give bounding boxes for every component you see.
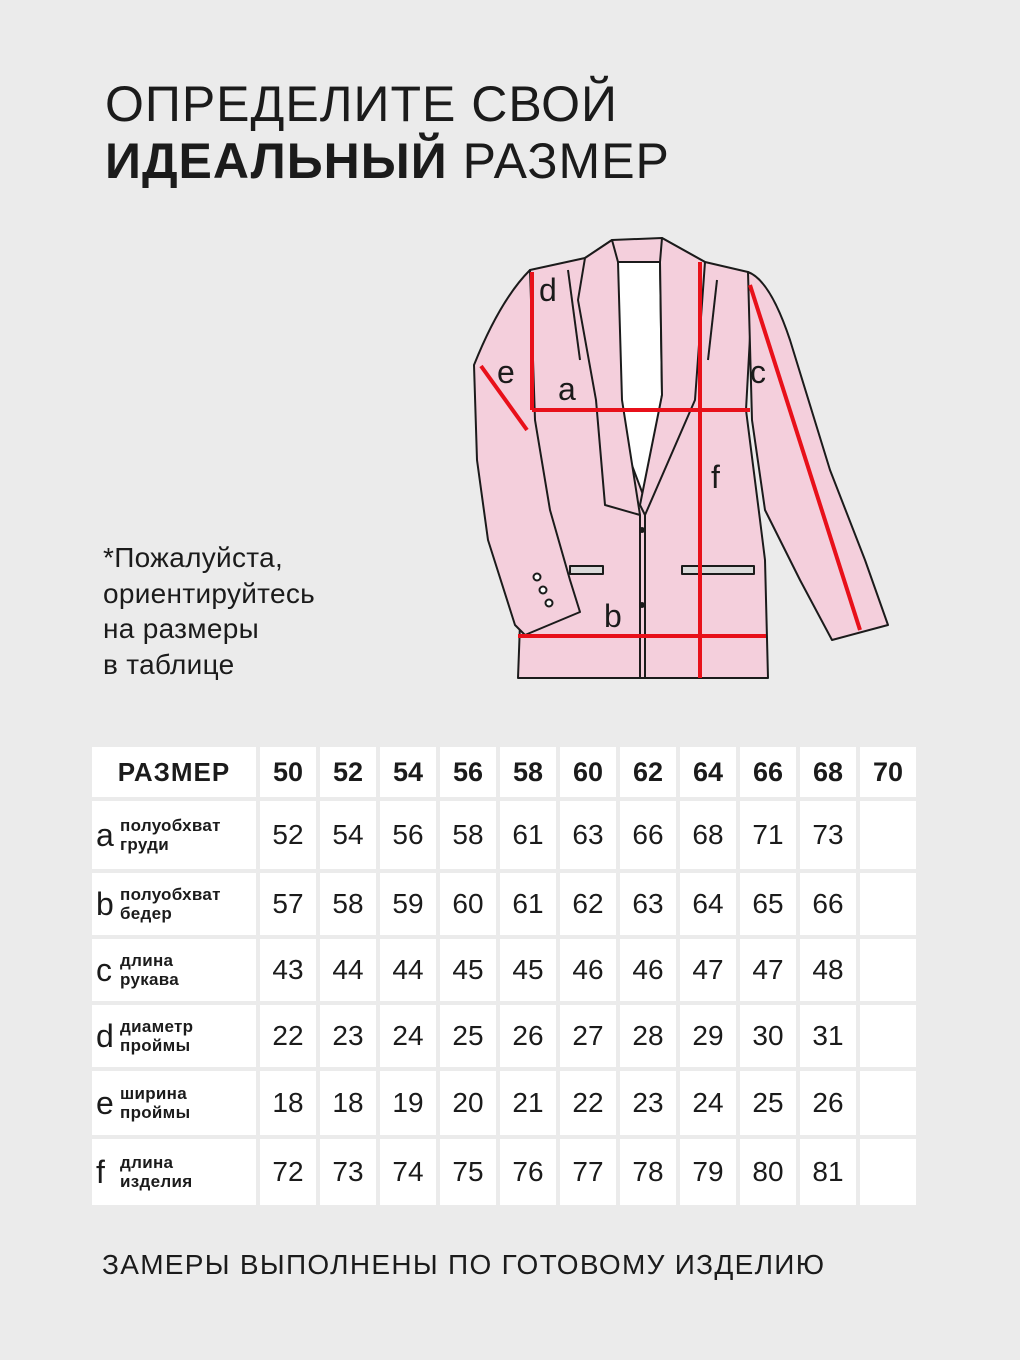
row-description-line: бедер [120, 904, 173, 923]
table-cell [860, 873, 916, 935]
table-cell: 48 [800, 939, 856, 1001]
table-cell: 66 [800, 873, 856, 935]
row-letter: b [96, 885, 114, 922]
table-cell: 58 [440, 801, 496, 869]
page-title [105, 76, 670, 190]
table-cell: 56 [380, 801, 436, 869]
table-cell: 21 [500, 1071, 556, 1135]
table-cell: 68 [680, 801, 736, 869]
table-cell: 45 [500, 939, 556, 1001]
table-cell: 80 [740, 1139, 796, 1205]
table-cell [860, 1005, 916, 1067]
label-a: a [558, 371, 576, 407]
table-cell: 30 [740, 1005, 796, 1067]
table-cell: 31 [800, 1005, 856, 1067]
title-bold-word: ИДЕАЛЬНЫЙ [105, 133, 448, 189]
table-cell: 58 [320, 873, 376, 935]
table-cell: 74 [380, 1139, 436, 1205]
row-description [120, 1017, 193, 1055]
table-cell: 63 [620, 873, 676, 935]
size-header: 60 [560, 747, 616, 797]
size-header: 54 [380, 747, 436, 797]
table-cell: 23 [320, 1005, 376, 1067]
table-cell: 24 [380, 1005, 436, 1067]
row-label [92, 801, 256, 869]
note-line: на размеры [103, 613, 260, 644]
row-description [120, 1153, 192, 1191]
size-header: 70 [860, 747, 916, 797]
row-description [120, 1084, 190, 1122]
row-description-line: ширина [120, 1084, 187, 1103]
note-line: ориентируйтесь [103, 577, 316, 609]
title-line-2 [105, 133, 670, 189]
table-cell: 72 [260, 1139, 316, 1205]
table-cell: 52 [260, 801, 316, 869]
title-line-1: ОПРЕДЕЛИТЕ СВОЙ [105, 76, 618, 132]
size-header: 68 [800, 747, 856, 797]
row-label [92, 1005, 256, 1067]
row-description-line: груди [120, 835, 170, 854]
table-cell: 18 [320, 1071, 376, 1135]
table-cell: 73 [800, 801, 856, 869]
row-description-line: проймы [120, 1036, 191, 1055]
row-description-line: полуобхват [120, 816, 221, 835]
jacket-illustration [474, 238, 888, 678]
size-header: 64 [680, 747, 736, 797]
table-cell: 57 [260, 873, 316, 935]
size-header: 66 [740, 747, 796, 797]
row-label [92, 1139, 256, 1205]
table-cell: 63 [560, 801, 616, 869]
note-line: *Пожалуйста, [103, 542, 284, 573]
table-cell: 76 [500, 1139, 556, 1205]
table-row [92, 801, 916, 869]
table-cell [860, 939, 916, 1001]
row-description [120, 885, 221, 923]
table-cell: 45 [440, 939, 496, 1001]
table-cell: 54 [320, 801, 376, 869]
row-description-line: длина [120, 951, 174, 970]
table-cell: 46 [620, 939, 676, 1001]
table-cell: 20 [440, 1071, 496, 1135]
row-letter: e [96, 1084, 114, 1121]
table-cell: 61 [500, 801, 556, 869]
table-cell: 65 [740, 873, 796, 935]
table-cell: 47 [680, 939, 736, 1001]
table-cell [860, 1139, 916, 1205]
table-cell: 24 [680, 1071, 736, 1135]
row-label [92, 1071, 256, 1135]
row-description-line: рукава [120, 970, 180, 989]
label-c: c [750, 354, 766, 390]
table-cell: 44 [320, 939, 376, 1001]
table-cell: 78 [620, 1139, 676, 1205]
table-cell: 23 [620, 1071, 676, 1135]
row-description-line: изделия [120, 1172, 193, 1191]
table-cell: 81 [800, 1139, 856, 1205]
table-cell: 43 [260, 939, 316, 1001]
table-cell: 22 [560, 1071, 616, 1135]
table-cell: 22 [260, 1005, 316, 1067]
table-cell: 62 [560, 873, 616, 935]
title-rest-word: РАЗМЕР [462, 133, 670, 189]
table-header-row [92, 747, 916, 797]
table-cell: 19 [380, 1071, 436, 1135]
table-cell: 61 [500, 873, 556, 935]
table-cell: 27 [560, 1005, 616, 1067]
header-label: РАЗМЕР [92, 747, 256, 797]
row-letter: d [96, 1017, 114, 1054]
table-row [92, 1005, 916, 1067]
label-f: f [711, 459, 720, 495]
table-cell: 71 [740, 801, 796, 869]
size-note [103, 540, 315, 682]
row-letter: c [96, 951, 112, 988]
row-description-line: длина [120, 1153, 174, 1172]
table-cell: 47 [740, 939, 796, 1001]
size-header: 56 [440, 747, 496, 797]
table-row [92, 873, 916, 935]
row-label [92, 939, 256, 1001]
row-description [120, 816, 221, 854]
size-header: 50 [260, 747, 316, 797]
label-b: b [604, 598, 622, 634]
table-cell: 44 [380, 939, 436, 1001]
row-label [92, 873, 256, 935]
table-cell [860, 1071, 916, 1135]
table-cell: 75 [440, 1139, 496, 1205]
table-cell: 77 [560, 1139, 616, 1205]
table-row [92, 1071, 916, 1135]
table-cell: 28 [620, 1005, 676, 1067]
table-body [92, 801, 916, 1205]
table-cell: 25 [740, 1071, 796, 1135]
note-line: в таблице [103, 648, 235, 680]
size-header: 58 [500, 747, 556, 797]
table-cell: 60 [440, 873, 496, 935]
label-e: e [497, 354, 515, 390]
table-cell: 73 [320, 1139, 376, 1205]
table-row [92, 939, 916, 1001]
row-letter: f [96, 1153, 105, 1190]
table-cell: 18 [260, 1071, 316, 1135]
jacket-diagram [460, 228, 900, 688]
table-cell: 59 [380, 873, 436, 935]
table-cell: 26 [500, 1005, 556, 1067]
row-description-line: полуобхват [120, 885, 221, 904]
table-cell: 66 [620, 801, 676, 869]
table-cell [860, 801, 916, 869]
table-cell: 46 [560, 939, 616, 1001]
table-cell: 26 [800, 1071, 856, 1135]
table-cell: 64 [680, 873, 736, 935]
row-letter: a [96, 816, 114, 853]
label-d: d [539, 272, 557, 308]
table-row [92, 1139, 916, 1205]
size-header: 52 [320, 747, 376, 797]
table-cell: 25 [440, 1005, 496, 1067]
row-description-line: диаметр [120, 1017, 194, 1036]
table-cell: 29 [680, 1005, 736, 1067]
footer-note: ЗАМЕРЫ ВЫПОЛНЕНЫ ПО ГОТОВОМУ ИЗДЕЛИЮ [102, 1249, 826, 1280]
size-table [88, 743, 920, 1209]
table-cell: 79 [680, 1139, 736, 1205]
row-description-line: проймы [120, 1103, 191, 1122]
size-header: 62 [620, 747, 676, 797]
row-description [120, 951, 179, 989]
